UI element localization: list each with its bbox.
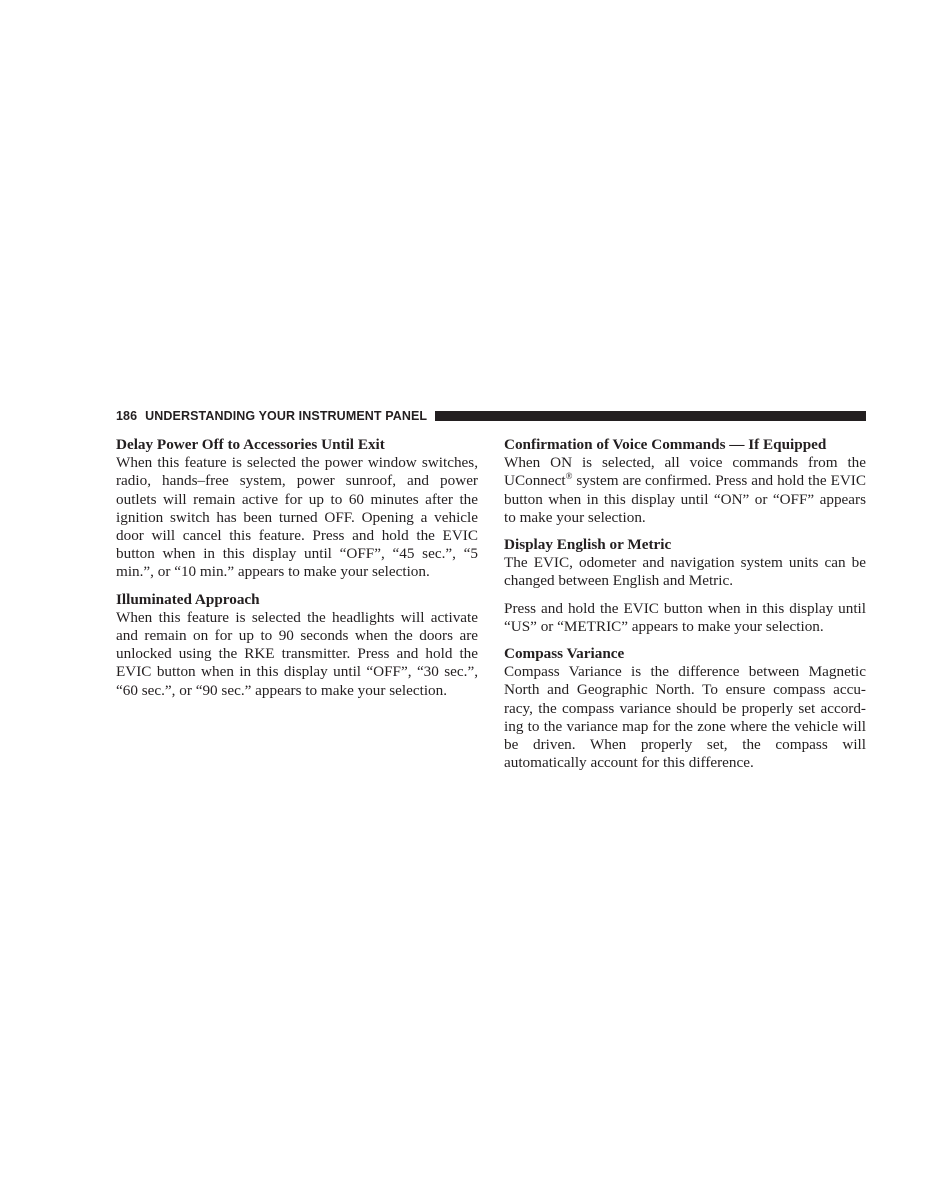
section-compass-variance [504, 645, 866, 772]
section-body: Compass Variance is the difference between Magnetic North and Geographic North. To ensure compass accu-racy, the compass variance should be properly set accord-ing to the variance map for the zone where the vehicle will be driven. When properly set, the compass will automatically account for this difference. [504, 663, 866, 772]
section-display-units [504, 536, 866, 636]
left-column [116, 436, 478, 700]
section-heading: Delay Power Off to Accessories Until Exit [116, 436, 385, 453]
section-illuminated-approach [116, 591, 478, 700]
section-voice-commands [504, 436, 866, 527]
section-body: When this feature is selected the headlights will activate and remain on for up to 90 seconds when the doors are unlocked using the RKE transmitter. Press and hold the EVIC button when in this display until “OFF”, “30 sec.”, “60 sec.”, or “90 sec.” appears to make your selection. [116, 608, 478, 699]
section-heading: Illuminated Approach [116, 590, 260, 608]
body-text: system are confirmed. Press and hold the EVIC button when in this display until “ON” or “OFF” appears to make your selection. [504, 472, 866, 526]
registered-mark: ® [565, 471, 573, 482]
body-text: When ON is selected, all voice commands from the UConnect [504, 454, 866, 490]
header-rule [435, 411, 866, 421]
section-body: Press and hold the EVIC button when in this display until “US” or “METRIC” appears to make your selection. [504, 599, 866, 635]
section-body [504, 454, 866, 527]
page-header [116, 408, 866, 424]
section-body: When this feature is selected the power window switches, radio, hands–free system, power sunroof, and power outlets will remain active for up to 60 minutes after the ignition switch has been turned OFF. Opening a vehicle door will cancel this feature. Press and hold the EVIC button when in this display until “OFF”, “45 sec.”, “5 min.”, or “10 min.” appears to make your selection. [116, 454, 478, 581]
section-delay-power-off [116, 436, 478, 582]
section-heading: Compass Variance [504, 645, 625, 663]
page-number: 186 [116, 409, 138, 423]
right-column [504, 436, 866, 772]
section-heading: Display English or Metric [504, 536, 672, 554]
section-heading: Confirmation of Voice Commands — If Equipped [504, 436, 827, 453]
section-title: UNDERSTANDING YOUR INSTRUMENT PANEL [145, 409, 428, 423]
section-body: The EVIC, odometer and navigation system units can be changed between English and Metric. [504, 554, 866, 590]
